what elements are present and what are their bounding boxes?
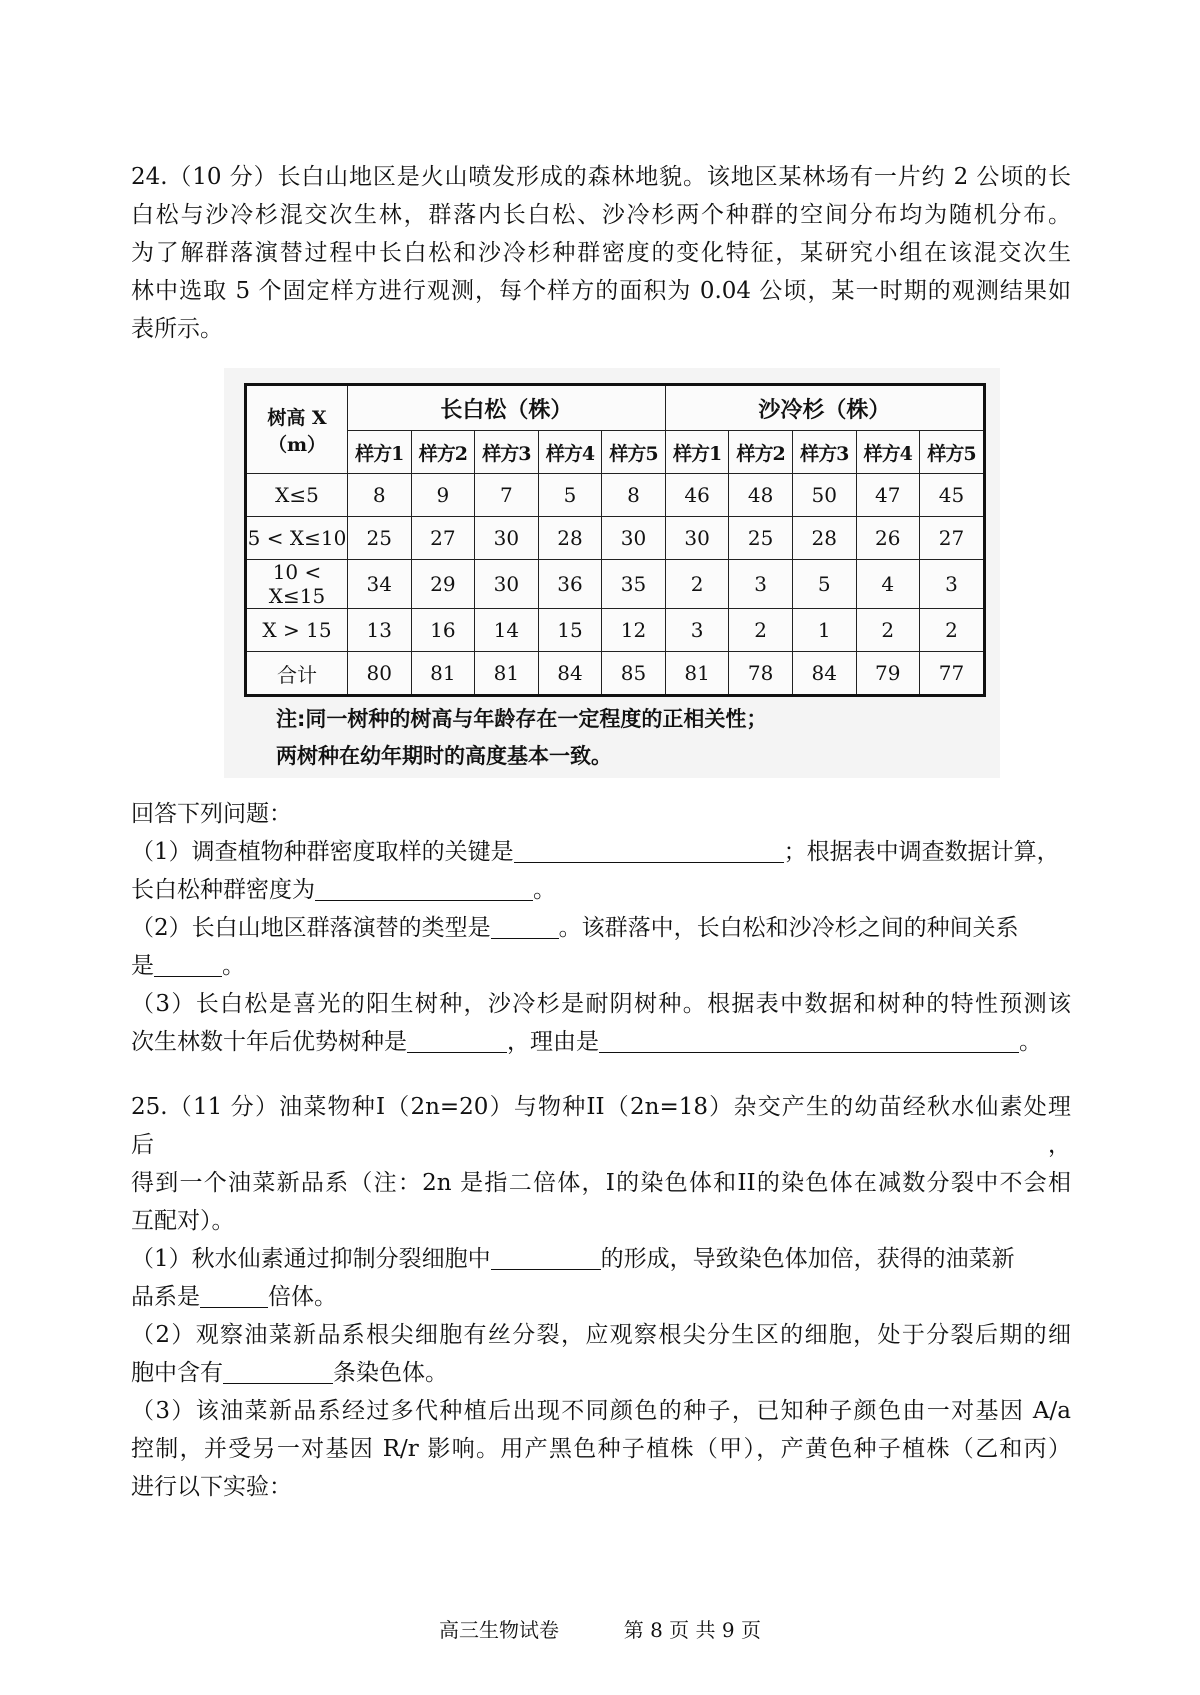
q24-part2-text: 。 xyxy=(222,953,245,979)
table-cell: 8 xyxy=(602,474,666,517)
table-cell: 8 xyxy=(348,474,412,517)
table-row xyxy=(246,474,985,517)
sample-header: 样方4 xyxy=(538,431,602,474)
answer-blank[interactable] xyxy=(200,1281,268,1308)
table-cell: 78 xyxy=(729,652,793,696)
answer-blank[interactable] xyxy=(514,836,784,863)
table-cell: 81 xyxy=(411,652,475,696)
page-footer xyxy=(0,1614,1200,1643)
q25-part2-line2 xyxy=(131,1354,1071,1392)
q24-part3-line2 xyxy=(131,1023,1071,1061)
q24-intro-line: 表所示。 xyxy=(131,316,223,342)
table-cell: 7 xyxy=(475,474,539,517)
table-cell: 9 xyxy=(411,474,475,517)
table-cell: 5 xyxy=(792,560,856,609)
q25-part1-line1 xyxy=(131,1240,1071,1278)
table-cell: 36 xyxy=(538,560,602,609)
q24-intro-line: 白松与沙冷杉混交次生林，群落内长白松、沙冷杉两个种群的空间分布均为随机分布。 xyxy=(131,202,1071,228)
table-cell: 14 xyxy=(475,609,539,652)
table-header-row xyxy=(246,385,985,431)
table-cell: 84 xyxy=(792,652,856,696)
q24-intro-line: 为了解群落演替过程中长白松和沙冷杉种群密度的变化特征，某研究小组在该混交次生 xyxy=(131,240,1071,266)
table-cell: 84 xyxy=(538,652,602,696)
table-cell: 26 xyxy=(856,517,920,560)
table-cell: 27 xyxy=(920,517,985,560)
q24-part2-text: 是 xyxy=(131,953,154,979)
row-label: 5 < X≤10 xyxy=(246,517,348,560)
sample-header: 样方3 xyxy=(792,431,856,474)
table-cell: 28 xyxy=(538,517,602,560)
table-cell: 12 xyxy=(602,609,666,652)
table-cell: 2 xyxy=(729,609,793,652)
q25-part3-line: 控制，并受另一对基因 R/r 影响。用产黑色种子植株（甲），产黄色种子植株（乙和丙） xyxy=(131,1436,1071,1462)
table-cell: 45 xyxy=(920,474,985,517)
q24-part2-text: （2）长白山地区群落演替的类型是 xyxy=(131,915,491,941)
table-cell: 48 xyxy=(729,474,793,517)
q24-part1-text: （1）调查植物种群密度取样的关键是 xyxy=(131,839,514,865)
q24-part2-text: 。该群落中，长白松和沙冷杉之间的种间关系 xyxy=(558,915,1019,941)
table-cell: 28 xyxy=(792,517,856,560)
table-cell: 29 xyxy=(411,560,475,609)
footer-subject: 高三生物试卷 xyxy=(439,1618,560,1642)
q25-part1-text: 品系是 xyxy=(131,1284,200,1310)
q24-part2-line1 xyxy=(131,909,1071,947)
q25-part1-text: 的形成，导致染色体加倍，获得的油菜新 xyxy=(600,1246,1015,1272)
q24-part3-text: 次生林数十年后优势树种是 xyxy=(131,1029,407,1055)
table-row xyxy=(246,560,985,609)
q25-part3-line: （3）该油菜新品系经过多代种植后出现不同颜色的种子，已知种子颜色由一对基因 A/a xyxy=(131,1398,1071,1424)
q24-part1-line1 xyxy=(131,833,1071,871)
table-cell: 34 xyxy=(348,560,412,609)
q25-intro-line: 得到一个油菜新品系（注：2n 是指二倍体，Ⅰ的染色体和II的染色体在减数分裂中不会相 xyxy=(131,1170,1071,1196)
table-row xyxy=(246,609,985,652)
table-cell: 47 xyxy=(856,474,920,517)
q24-part1-text: ；根据表中调查数据计算， xyxy=(783,839,1060,865)
table-cell: 30 xyxy=(602,517,666,560)
row-label: X > 15 xyxy=(246,609,348,652)
sample-header: 样方3 xyxy=(475,431,539,474)
tree-height-table-figure xyxy=(224,368,1000,778)
corner-header: 树高 X（m） xyxy=(246,385,348,474)
sample-header: 样方2 xyxy=(411,431,475,474)
row-label: 合计 xyxy=(246,652,348,696)
sample-header: 样方5 xyxy=(920,431,985,474)
footer-page-number: 第 8 页 共 9 页 xyxy=(623,1618,761,1642)
q24-part2-line2 xyxy=(131,947,1071,985)
table-cell: 79 xyxy=(856,652,920,696)
q25-part2-line1: （2）观察油菜新品系根尖细胞有丝分裂，应观察根尖分生区的细胞，处于分裂后期的细 xyxy=(131,1322,1071,1348)
table-cell: 85 xyxy=(602,652,666,696)
table-cell: 5 xyxy=(538,474,602,517)
q24-part3-text: 。 xyxy=(1019,1029,1042,1055)
q24-intro-line: 24.（10 分）长白山地区是火山喷发形成的森林地貌。该地区某林场有一片约 2 公顷的长 xyxy=(131,164,1071,190)
sample-header: 样方1 xyxy=(348,431,412,474)
table-cell: 15 xyxy=(538,609,602,652)
answer-blank[interactable] xyxy=(599,1026,1019,1053)
table-cell: 25 xyxy=(729,517,793,560)
q25-part1-text: （1）秋水仙素通过抑制分裂细胞中 xyxy=(131,1246,491,1272)
q25-intro-line: 25.（11 分）油菜物种Ⅰ（2n=20）与物种II（2n=18）杂交产生的幼苗经秋水仙素处理后， xyxy=(131,1094,1071,1158)
table-cell: 2 xyxy=(920,609,985,652)
table-cell: 13 xyxy=(348,609,412,652)
table-subheader-row xyxy=(246,431,985,474)
table-cell: 2 xyxy=(665,560,729,609)
table-cell: 80 xyxy=(348,652,412,696)
table-cell: 3 xyxy=(729,560,793,609)
table-cell: 1 xyxy=(792,609,856,652)
table-cell: 3 xyxy=(920,560,985,609)
answer-blank[interactable] xyxy=(223,1357,333,1384)
answer-blank[interactable] xyxy=(315,874,533,901)
q24-intro xyxy=(131,158,1071,348)
table-cell: 30 xyxy=(475,517,539,560)
q24-intro-line: 林中选取 5 个固定样方进行观测，每个样方的面积为 0.04 公顷，某一时期的观测结果如 xyxy=(131,278,1071,304)
q25-intro-line: 互配对）。 xyxy=(131,1208,235,1234)
answer-prompt: 回答下列问题： xyxy=(131,801,292,827)
q24-part1-text: 长白松种群密度为 xyxy=(131,877,315,903)
table-note-1: 注:同一树种的树高与年龄存在一定程度的正相关性； xyxy=(276,707,768,731)
answer-blank[interactable] xyxy=(491,1243,601,1270)
table-cell: 30 xyxy=(665,517,729,560)
q25-part1-line2 xyxy=(131,1278,1071,1316)
q24-questions xyxy=(131,795,1071,1061)
q25 xyxy=(131,1088,1071,1506)
sample-header: 样方5 xyxy=(602,431,666,474)
group-header-changbaisong: 长白松（株） xyxy=(348,385,666,431)
table-note-2: 两树种在幼年期时的高度基本一致。 xyxy=(276,744,612,768)
table-cell: 81 xyxy=(475,652,539,696)
q25-part3-line: 进行以下实验： xyxy=(131,1474,292,1500)
table-row xyxy=(246,517,985,560)
q24-part1-line2 xyxy=(131,871,1071,909)
q25-part2-text: 胞中含有 xyxy=(131,1360,223,1386)
answer-blank[interactable] xyxy=(407,1026,507,1053)
group-header-shalengshan: 沙冷杉（株） xyxy=(665,385,984,431)
row-label: 10 < X≤15 xyxy=(246,560,348,609)
table-row-total xyxy=(246,652,985,696)
table-cell: 4 xyxy=(856,560,920,609)
answer-blank[interactable] xyxy=(491,912,559,939)
table-cell: 3 xyxy=(665,609,729,652)
table-cell: 35 xyxy=(602,560,666,609)
table-cell: 16 xyxy=(411,609,475,652)
tree-height-table xyxy=(244,383,986,697)
q24-part3-line1: （3）长白松是喜光的阳生树种，沙冷杉是耐阴树种。根据表中数据和树种的特性预测该 xyxy=(131,991,1071,1017)
sample-header: 样方1 xyxy=(665,431,729,474)
q25-part2-text: 条染色体。 xyxy=(333,1360,448,1386)
answer-blank[interactable] xyxy=(154,950,222,977)
table-cell: 50 xyxy=(792,474,856,517)
table-cell: 77 xyxy=(920,652,985,696)
sample-header: 样方2 xyxy=(729,431,793,474)
q24-part1-text: 。 xyxy=(533,877,556,903)
row-label: X≤5 xyxy=(246,474,348,517)
table-cell: 46 xyxy=(665,474,729,517)
table-cell: 81 xyxy=(665,652,729,696)
table-cell: 25 xyxy=(348,517,412,560)
table-cell: 30 xyxy=(475,560,539,609)
table-cell: 27 xyxy=(411,517,475,560)
q25-part1-text: 倍体。 xyxy=(268,1284,337,1310)
table-cell: 2 xyxy=(856,609,920,652)
sample-header: 样方4 xyxy=(856,431,920,474)
q24-part3-text: ，理由是 xyxy=(507,1029,599,1055)
